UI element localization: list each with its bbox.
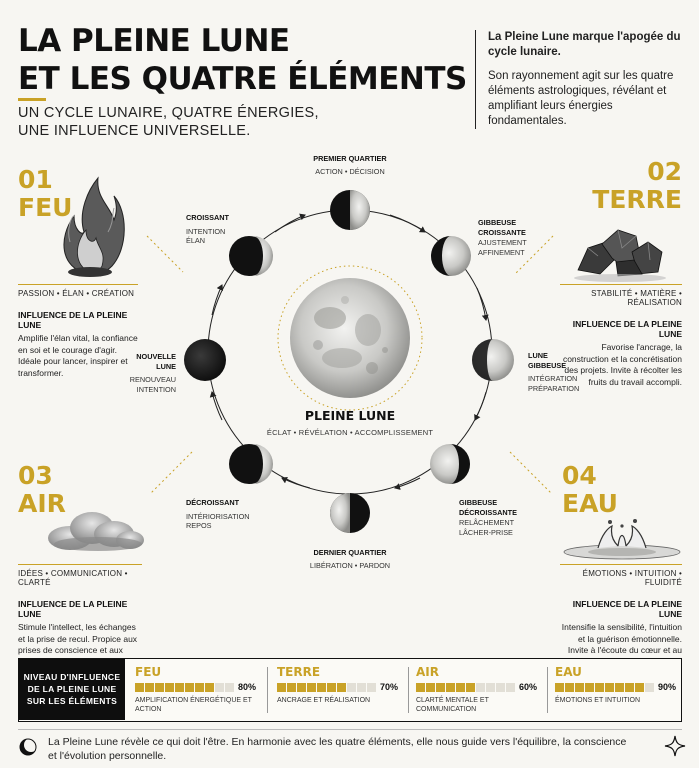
progress-segment	[317, 683, 326, 692]
orbit-arrow	[475, 392, 486, 420]
progress-segment	[426, 683, 435, 692]
progress-segment	[605, 683, 614, 692]
progress-segment	[436, 683, 445, 692]
progress-segment	[456, 683, 465, 692]
progress-segment	[135, 683, 144, 692]
progress-segment	[585, 683, 594, 692]
phase-label-last-quarter: DERNIER QUARTIER LIBÉRATION • PARDON	[309, 548, 391, 570]
title-line-2: ET LES QUATRE ÉLÉMENTS	[18, 61, 467, 97]
progress-segment	[155, 683, 164, 692]
orbit-arrow	[477, 288, 486, 320]
progress-segment	[347, 683, 356, 692]
title-line-1: LA PLEINE LUNE	[18, 23, 290, 59]
progress-segment	[506, 683, 515, 692]
phase-label-waning-gibbous: GIBBEUSE DÉCROISSANTE RELÂCHEMENT LÂCHER-PRISE	[459, 498, 517, 537]
earth-stones-icon	[574, 230, 666, 282]
sparkle-star-icon	[664, 735, 686, 757]
moon-waxing-gibbous-icon	[431, 236, 471, 276]
progress-segment	[145, 683, 154, 692]
influence-level-label: NIVEAU D'INFLUENCE DE LA PLEINE LUNE SUR LES ÉLÉMENTS	[19, 659, 125, 720]
influence-level-panel	[18, 658, 682, 722]
progress-segment	[625, 683, 634, 692]
progress-segment	[165, 683, 174, 692]
divider	[547, 667, 548, 713]
influence-terre: TERRE 70% ANCRAGE ET RÉALISATION	[277, 665, 399, 704]
progress-bar	[416, 683, 515, 692]
progress-segment	[595, 683, 604, 692]
element-air-details: IDÉES • COMMUNICATION • CLARTÉ INFLUENCE DE LA PLEINE LUNE Stimule l'intellect, les échanges et la prise de recul. Propice aux prises de conscience et aux	[18, 564, 142, 668]
connector-feu	[147, 236, 183, 272]
progress-segment	[277, 683, 286, 692]
phase-label-waxing-gibbous: GIBBEUSE CROISSANTE AJUSTEMENT AFFINEMENT	[478, 218, 527, 257]
progress-bar	[277, 683, 376, 692]
element-eau-details: ÉMOTIONS • INTUITION • FLUIDITÉ INFLUENCE DE LA PLEINE LUNE Intensifie la sensibilité, l'intuition et la guérison émotionnelle. Invite à l'écoute du cœur et au	[560, 564, 682, 668]
moon-new-icon	[184, 339, 226, 381]
element-terre-details: STABILITÉ • MATIÈRE • RÉALISATION INFLUENCE DE LA PLEINE LUNE Favorise l'ancrage, la construction et la concrétisation des projets. Invite à récolter les fruits du travail accompli.	[560, 284, 682, 388]
progress-segment	[205, 683, 214, 692]
element-terre-keywords: STABILITÉ • MATIÈRE • RÉALISATION	[560, 284, 682, 307]
progress-segment	[615, 683, 624, 692]
phase-label-gibbous: LUNE GIBBEUSE INTÉGRATION PRÉPARATION	[528, 351, 580, 393]
progress-segment	[416, 683, 425, 692]
crescent-moon-icon	[18, 737, 38, 757]
progress-segment	[297, 683, 306, 692]
progress-segment	[476, 683, 485, 692]
phase-label-new-moon: NOUVELLE LUNE RENOUVEAU INTENTION	[129, 352, 176, 394]
progress-segment	[367, 683, 376, 692]
phase-label-waning-crescent: DÉCROISSANT INTÉRIORISATION REPOS	[186, 498, 250, 530]
element-terre-header: 02 TERRE	[592, 157, 682, 214]
progress-segment	[195, 683, 204, 692]
subtitle-line-2: UNE INFLUENCE UNIVERSELLE.	[18, 123, 251, 139]
progress-segment	[185, 683, 194, 692]
footer-text: La Pleine Lune révèle ce qui doit l'être. En harmonie avec les quatre éléments, elle nous guide vers l'équilibre, la conscience et l'évolution personnelle.	[48, 736, 627, 762]
progress-segment	[555, 683, 564, 692]
connector-eau	[510, 452, 552, 494]
progress-segment	[357, 683, 366, 692]
progress-segment	[215, 683, 224, 692]
element-eau-header: 04 EAU	[562, 461, 618, 518]
orbit-arrow	[395, 478, 420, 488]
phase-label-first-quarter: PREMIER QUARTIER ACTION • DÉCISION	[313, 154, 387, 176]
progress-segment	[337, 683, 346, 692]
orbit-arrow	[212, 285, 222, 315]
intro-lead: La Pleine Lune marque l'apogée du cycle lunaire.	[488, 31, 681, 58]
progress-segment	[486, 683, 495, 692]
progress-segment	[175, 683, 184, 692]
moon-last-quarter-icon	[330, 493, 370, 533]
element-eau-keywords: ÉMOTIONS • INTUITION • FLUIDITÉ	[560, 564, 682, 587]
progress-segment	[575, 683, 584, 692]
progress-segment	[307, 683, 316, 692]
full-moon-label: PLEINE LUNE ÉCLAT • RÉVÉLATION • ACCOMPLISSEMENT	[266, 408, 434, 437]
progress-bar	[135, 683, 234, 692]
orbit-arrow	[212, 392, 222, 420]
progress-bar	[555, 683, 654, 692]
footer-rule	[18, 729, 682, 730]
element-feu-details: PASSION • ÉLAN • CRÉATION INFLUENCE DE LA PLEINE LUNE Amplifie l'élan vital, la confiance en soi et le courage d'agir. Idéale pour lancer, inspirer et transformer.	[18, 284, 138, 379]
element-feu-keywords: PASSION • ÉLAN • CRÉATION	[18, 284, 138, 298]
moon-gibbous-icon	[472, 339, 514, 381]
progress-segment	[635, 683, 644, 692]
moon-first-quarter-icon	[330, 190, 370, 230]
element-air-keywords: IDÉES • COMMUNICATION • CLARTÉ	[18, 564, 142, 587]
progress-segment	[446, 683, 455, 692]
element-air-header: 03 AIR	[18, 461, 66, 518]
moon-waning-crescent-icon	[229, 444, 273, 484]
progress-segment	[645, 683, 654, 692]
progress-segment	[327, 683, 336, 692]
phase-label-waxing-crescent: CROISSANT INTENTION ÉLAN	[186, 213, 229, 245]
divider	[267, 667, 268, 713]
divider	[408, 667, 409, 713]
progress-segment	[466, 683, 475, 692]
progress-segment	[496, 683, 505, 692]
progress-segment	[565, 683, 574, 692]
intro-body: Son rayonnement agit sur les quatre éléments astrologiques, révélant et amplifiant leurs énergies fondamentales.	[488, 70, 674, 127]
moon-waning-gibbous-icon	[430, 444, 470, 484]
influence-eau: EAU 90% ÉMOTIONS ET INTUITION	[555, 665, 677, 704]
full-moon-icon	[290, 278, 410, 398]
subtitle-line-1: UN CYCLE LUNAIRE, QUATRE ÉNERGIES,	[18, 105, 319, 121]
element-feu-header: 01 FEU	[18, 165, 73, 222]
water-splash-icon	[564, 519, 680, 559]
progress-segment	[225, 683, 234, 692]
progress-segment	[287, 683, 296, 692]
influence-feu: FEU 80% AMPLIFICATION ÉNERGÉTIQUE ET ACTION	[135, 665, 257, 713]
influence-air: AIR 60% CLARTÉ MENTALE ET COMMUNICATION	[416, 665, 538, 713]
